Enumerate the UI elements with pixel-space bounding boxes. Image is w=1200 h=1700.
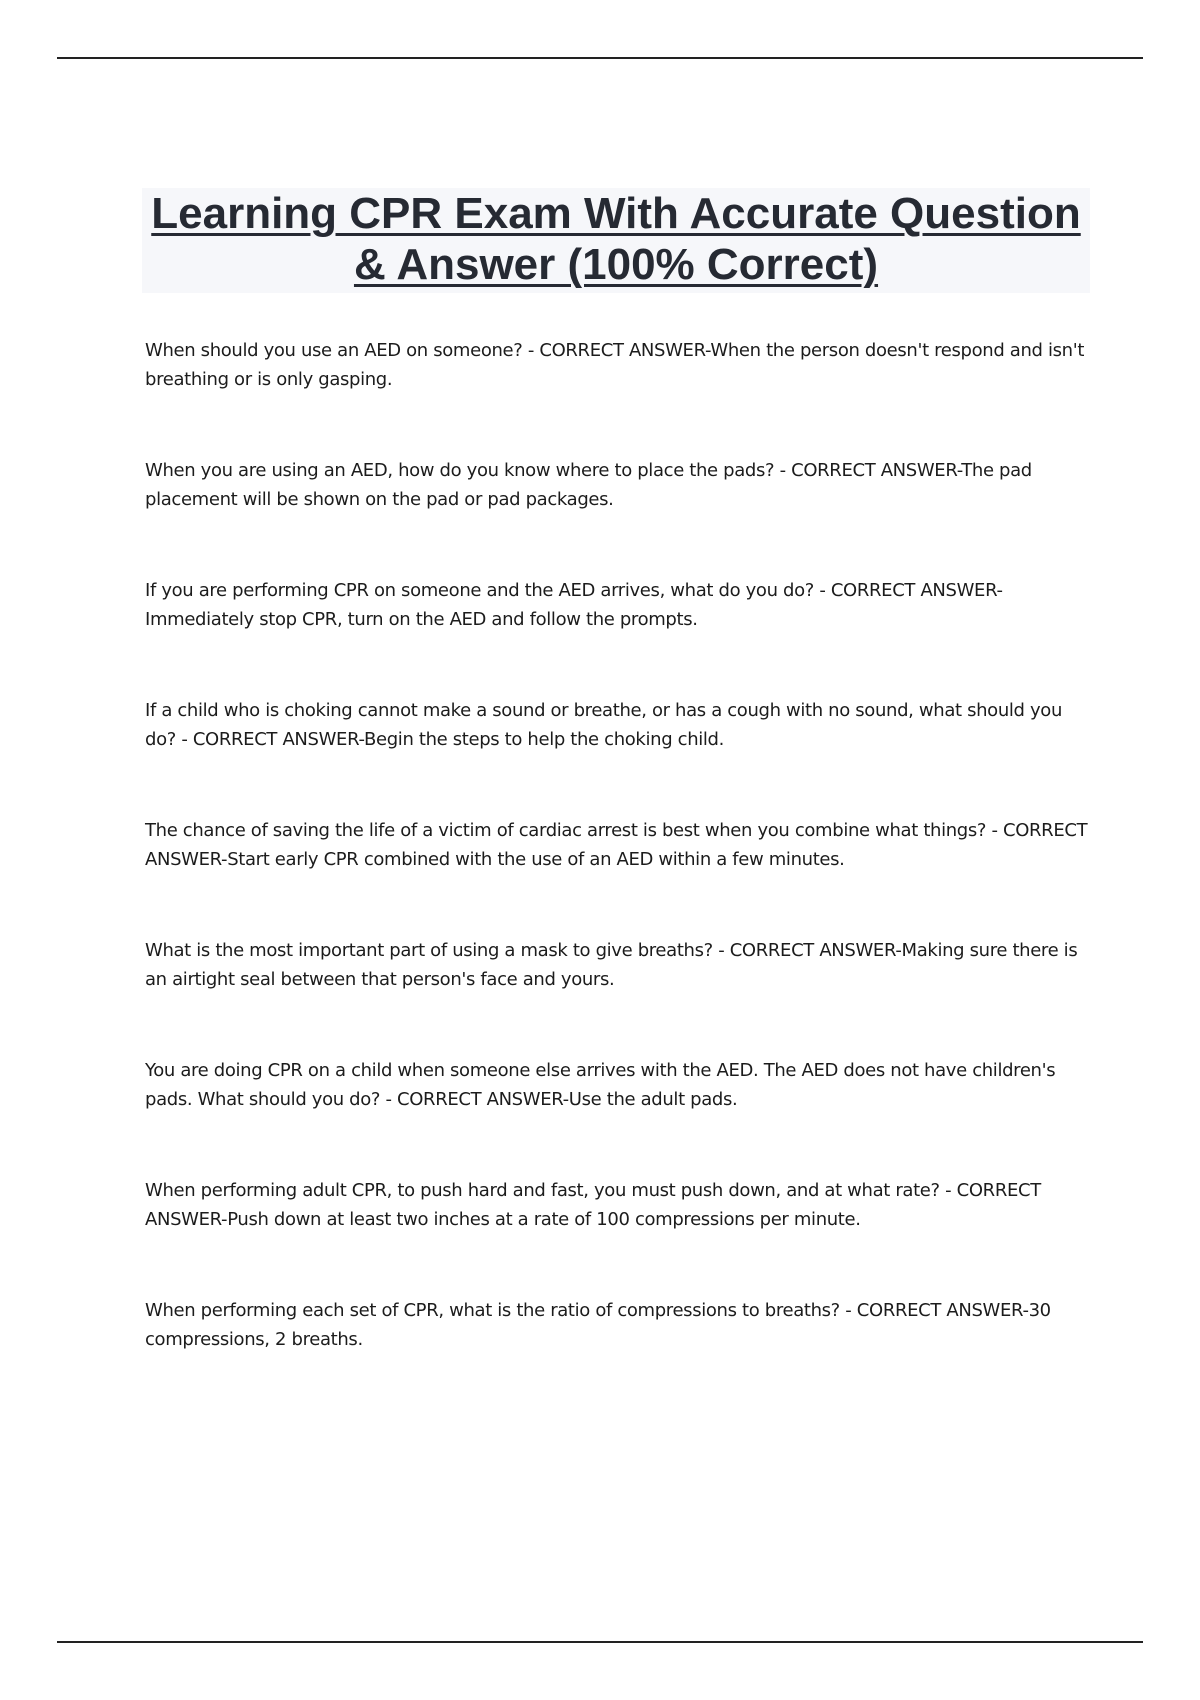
qa-item: The chance of saving the life of a victim of cardiac arrest is best when you combine what things? - CORRECT ANSWER-Start early CPR combined with the use of an AED within a few minutes. — [145, 820, 1088, 870]
qa-item: What is the most important part of using a mask to give breaths? - CORRECT ANSWER-Making sure there is an airtight seal between that person's face and yours. — [145, 940, 1078, 990]
qa-item: If a child who is choking cannot make a sound or breathe, or has a cough with no sound, what should you do? - CORRECT ANSWER-Begin the steps to help the choking child. — [145, 700, 1063, 750]
qa-item: When you are using an AED, how do you know where to place the pads? - CORRECT ANSWER-The pad placement will be shown on the pad or pad packages. — [145, 460, 1032, 510]
qa-item: When performing adult CPR, to push hard and fast, you must push down, and at what rate? - CORRECT ANSWER-Push down at least two inches at a rate of 100 compressions per minute. — [145, 1180, 1041, 1230]
qa-list — [145, 336, 1095, 1416]
qa-item: If you are performing CPR on someone and the AED arrives, what do you do? - CORRECT ANSWER-Immediately stop CPR, turn on the AED and follow the prompts. — [145, 580, 1003, 630]
header-rule — [57, 57, 1143, 59]
footer-rule — [57, 1641, 1143, 1643]
qa-item: You are doing CPR on a child when someone else arrives with the AED. The AED does not have children's pads. What should you do? - CORRECT ANSWER-Use the adult pads. — [145, 1060, 1056, 1110]
document-title: Learning CPR Exam With Accurate Question & Answer (100% Correct) — [151, 189, 1081, 289]
qa-item: When should you use an AED on someone? - CORRECT ANSWER-When the person doesn't respond and isn't breathing or is only gasping. — [145, 340, 1085, 390]
qa-item: When performing each set of CPR, what is the ratio of compressions to breaths? - CORRECT ANSWER-30 compressions, 2 breaths. — [145, 1300, 1051, 1350]
